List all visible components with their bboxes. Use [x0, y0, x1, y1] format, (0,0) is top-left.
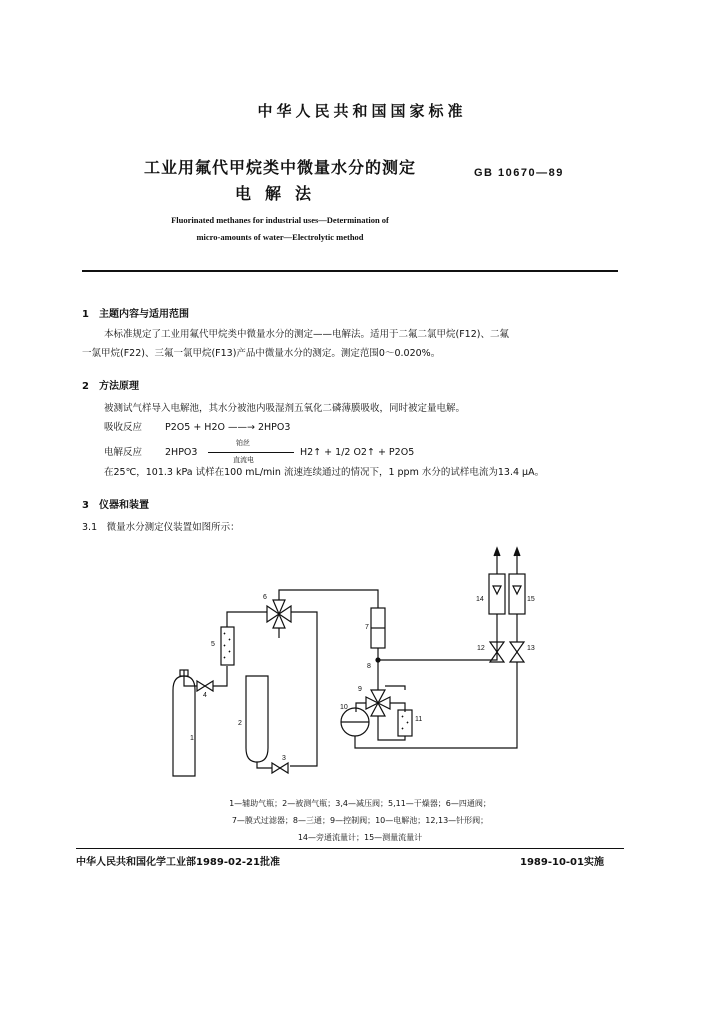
dryer-11 — [398, 710, 412, 736]
control-valve — [366, 690, 390, 716]
condition-text: 在25℃，101.3 kPa 试样在100 mL/min 流速连续通过的情况下，1 ppm 水分的试样电流为13.4 μA。 — [104, 467, 545, 478]
label-15: 15 — [527, 596, 535, 603]
needle-valve-13-bottom — [510, 652, 524, 662]
english-title-line1: Fluorinated methanes for industrial uses—Determination of — [171, 215, 389, 225]
needle-valve-13-top — [510, 642, 524, 652]
label-14: 14 — [476, 596, 484, 603]
label-3: 3 — [282, 755, 286, 762]
label-2: 2 — [238, 720, 242, 727]
electro-rhs: H2↑ + 1/2 O2↑ + P2O5 — [300, 447, 415, 458]
label-13: 13 — [527, 645, 535, 652]
electro-arrow-top: 铂丝 — [236, 440, 250, 447]
four-way-valve — [267, 600, 291, 628]
label-5: 5 — [211, 641, 215, 648]
dryer-5 — [221, 627, 234, 665]
absorb-equation: P2O5 + H2O ——→ 2HPO3 — [165, 422, 291, 433]
valve-4-left — [197, 681, 205, 691]
label-4: 4 — [203, 692, 207, 699]
section-3-1-text: 3.1 微量水分测定仪装置如图所示： — [82, 522, 240, 533]
diagram-caption-line3: 14—旁通流量计；15—测量流量计 — [297, 833, 423, 842]
section-1-para-line1: 本标准规定了工业用氟代甲烷类中微量水分的测定——电解法。适用于二氟二氯甲烷(F12)、二氟 — [104, 329, 509, 340]
label-11: 11 — [415, 716, 423, 723]
label-10: 10 — [340, 704, 348, 711]
electro-arrow-bottom: 直流电 — [233, 457, 254, 464]
section-2-para: 被测试气样导入电解池，其水分被池内吸湿剂五氧化二磷薄膜吸收，同时被定量电解。 — [104, 403, 466, 414]
label-12: 12 — [477, 645, 485, 652]
absorb-label: 吸收反应 — [104, 422, 143, 433]
section-1-para-line2: 一氯甲烷(F22)、三氟一氯甲烷(F13)产品中微量水分的测定。测定范围0～0.020%。 — [82, 348, 441, 359]
label-1: 1 — [190, 735, 194, 742]
label-7: 7 — [365, 624, 369, 631]
electro-lhs: 2HPO3 — [165, 447, 198, 458]
electro-arrow — [208, 452, 294, 453]
section-1-heading: 1 主题内容与适用范围 — [82, 309, 189, 320]
footer-rule — [76, 848, 624, 849]
valve-3-left — [272, 763, 280, 773]
electro-label: 电解反应 — [104, 447, 143, 458]
label-8: 8 — [367, 663, 371, 670]
valve-3-right — [280, 763, 288, 773]
header-rule — [82, 270, 618, 272]
diagram-caption-line2: 7—膜式过滤器；8—三通；9—控制阀；10—电解池；12,13—针形阀； — [231, 816, 489, 825]
valve-4-right — [205, 681, 213, 691]
footer-approval: 中华人民共和国化学工业部1989-02-21批准 — [76, 857, 280, 868]
diagram-caption-line1: 1—辅助气瓶；2—被测气瓶；3,4—减压阀；5,11—干燥器；6—四通阀； — [229, 799, 491, 808]
label-9: 9 — [358, 686, 362, 693]
section-3-heading: 3 仪器和装置 — [82, 500, 149, 511]
standard-number: GB 10670—89 — [474, 167, 564, 179]
test-gas-cylinder — [246, 676, 268, 762]
english-title-line2: micro-amounts of water—Electrolytic method — [196, 232, 364, 242]
apparatus-diagram — [0, 540, 724, 800]
footer-implementation: 1989-10-01实施 — [520, 857, 604, 868]
label-6: 6 — [263, 594, 267, 601]
document-subtitle: 电解法 — [234, 184, 325, 203]
document-title: 工业用氟代甲烷类中微量水分的测定 — [143, 158, 416, 177]
section-2-heading: 2 方法原理 — [82, 381, 139, 392]
document-header: 中华人民共和国国家标准 — [257, 102, 467, 120]
